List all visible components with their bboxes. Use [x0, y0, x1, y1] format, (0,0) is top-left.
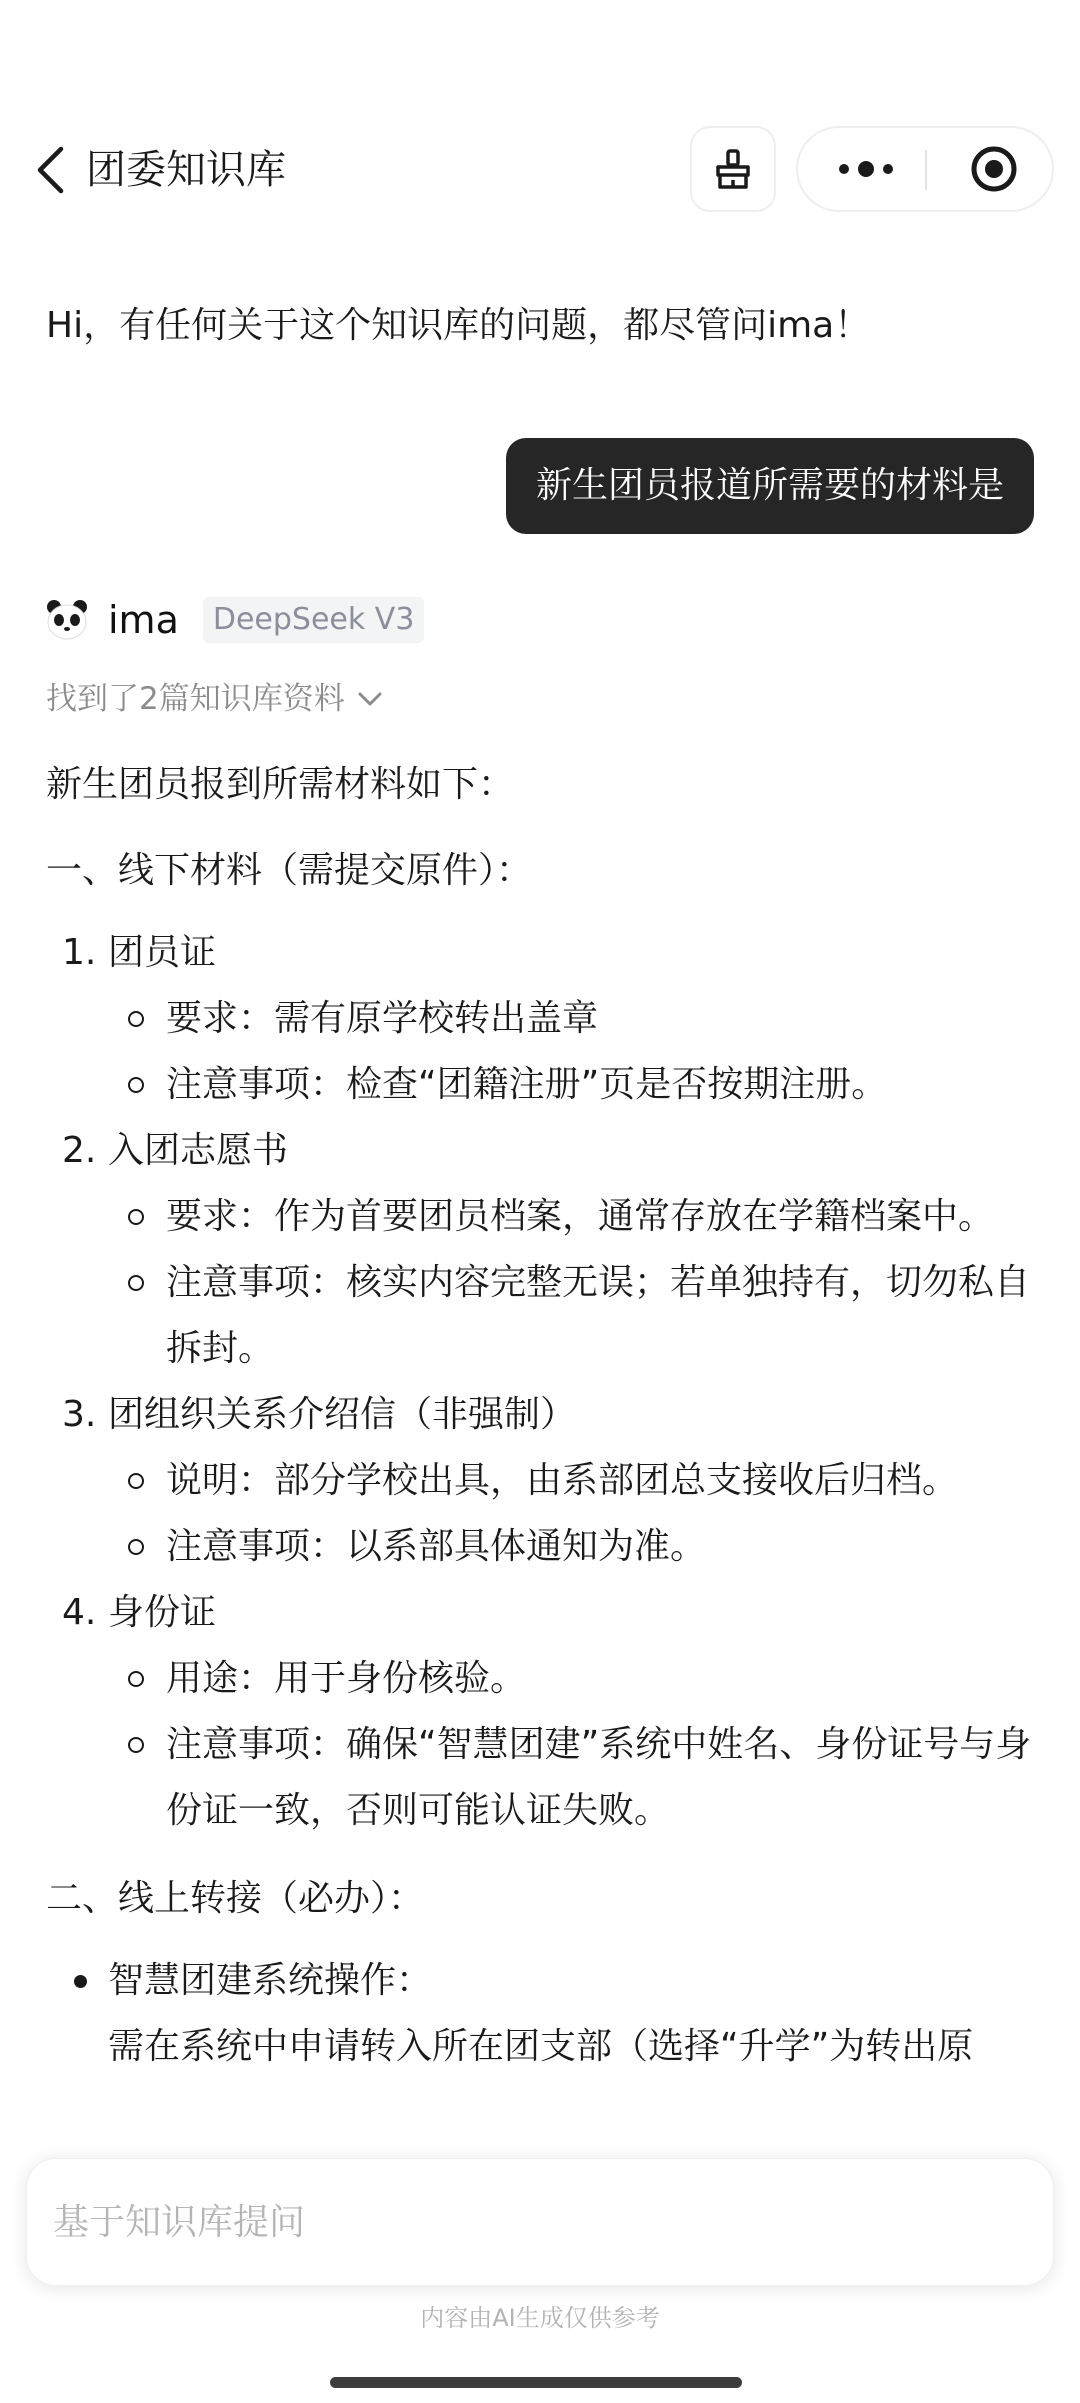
sub-item-text: 要求：作为首要团员档案，通常存放在学籍档案中。 — [166, 1196, 995, 1237]
hollow-bullet-icon — [128, 1077, 144, 1093]
close-mini-program-button[interactable] — [946, 128, 1042, 210]
panda-icon — [46, 599, 88, 641]
list-item-title: 身份证 — [108, 1592, 217, 1633]
sub-item-text: 说明：部分学校出具，由系部团总支接收后归档。 — [166, 1460, 959, 1501]
list-item — [46, 1580, 1036, 1844]
list-item-title: 团组织关系介绍信（非强制） — [108, 1394, 577, 1435]
bot-answer — [46, 752, 1036, 2080]
clear-chat-button[interactable] — [690, 126, 776, 212]
hollow-bullet-icon — [128, 1671, 144, 1687]
list-item-title: 团员证 — [108, 932, 217, 973]
page-title: 团委知识库 — [86, 147, 286, 193]
more-button[interactable] — [818, 128, 914, 210]
user-message-bubble: 新生团员报道所需要的材料是 — [506, 438, 1034, 534]
hollow-bullet-icon — [128, 1011, 144, 1027]
target-icon — [969, 144, 1019, 194]
bot-header — [46, 592, 424, 648]
hollow-bullet-icon — [128, 1539, 144, 1555]
sub-item-text: 注意事项：以系部具体通知为准。 — [166, 1526, 707, 1567]
capsule-divider — [925, 150, 927, 190]
broom-icon — [711, 147, 755, 191]
sources-label: 找到了2篇知识库资料 — [46, 681, 345, 717]
list-number: 2. — [62, 1130, 97, 1171]
list-item — [46, 920, 1036, 1118]
hollow-bullet-icon — [128, 1473, 144, 1489]
list-item-title: 入团志愿书 — [108, 1130, 289, 1171]
question-input-box[interactable] — [26, 2158, 1054, 2286]
sources-toggle[interactable] — [46, 676, 383, 722]
chevron-down-icon — [357, 691, 383, 707]
online-step-title: 智慧团建系统操作： — [108, 1960, 433, 2001]
question-input[interactable] — [53, 2159, 1023, 2285]
sub-item-text: 用途：用于身份核验。 — [166, 1658, 527, 1699]
list-number: 1. — [62, 932, 97, 973]
online-step-body: 需在系统中申请转入所在团支部（选择“升学”为转出原 — [108, 2026, 974, 2067]
sub-item-text: 注意事项：检查“团籍注册”页是否按期注册。 — [166, 1064, 888, 1105]
mini-program-capsule — [796, 126, 1054, 212]
list-item — [46, 1118, 1036, 1382]
answer-intro: 新生团员报到所需材料如下： — [46, 764, 515, 805]
sub-item-text: 注意事项：核实内容完整无误；若单独持有，切勿私自拆封。 — [166, 1262, 1031, 1369]
bot-name: ima — [108, 598, 179, 642]
filled-bullet-icon — [74, 1975, 87, 1988]
section-title-online: 二、线上转接（必办）： — [46, 1878, 425, 1919]
ai-disclaimer: 内容由AI生成仅供参考 — [420, 2304, 660, 2332]
sub-item-text: 注意事项：确保“智慧团建”系统中姓名、身份证号与身份证一致，否则可能认证失败。 — [166, 1724, 1032, 1831]
more-dots-icon — [836, 159, 896, 179]
sub-item-text: 要求：需有原学校转出盖章 — [166, 998, 599, 1039]
hollow-bullet-icon — [128, 1275, 144, 1291]
greeting-text: Hi，有任何关于这个知识库的问题，都尽管问ima！ — [46, 305, 871, 346]
list-number: 3. — [62, 1394, 97, 1435]
list-item — [46, 1948, 1036, 2014]
section-title-offline: 一、线下材料（需提交原件）： — [46, 850, 533, 891]
back-button[interactable] — [28, 144, 72, 196]
list-item — [46, 1382, 1036, 1580]
list-number: 4. — [62, 1592, 97, 1633]
hollow-bullet-icon — [128, 1737, 144, 1753]
top-bar — [0, 120, 1080, 220]
chevron-left-icon — [35, 145, 65, 195]
hollow-bullet-icon — [128, 1209, 144, 1225]
home-indicator[interactable] — [330, 2377, 742, 2388]
model-badge: DeepSeek V3 — [203, 597, 425, 643]
